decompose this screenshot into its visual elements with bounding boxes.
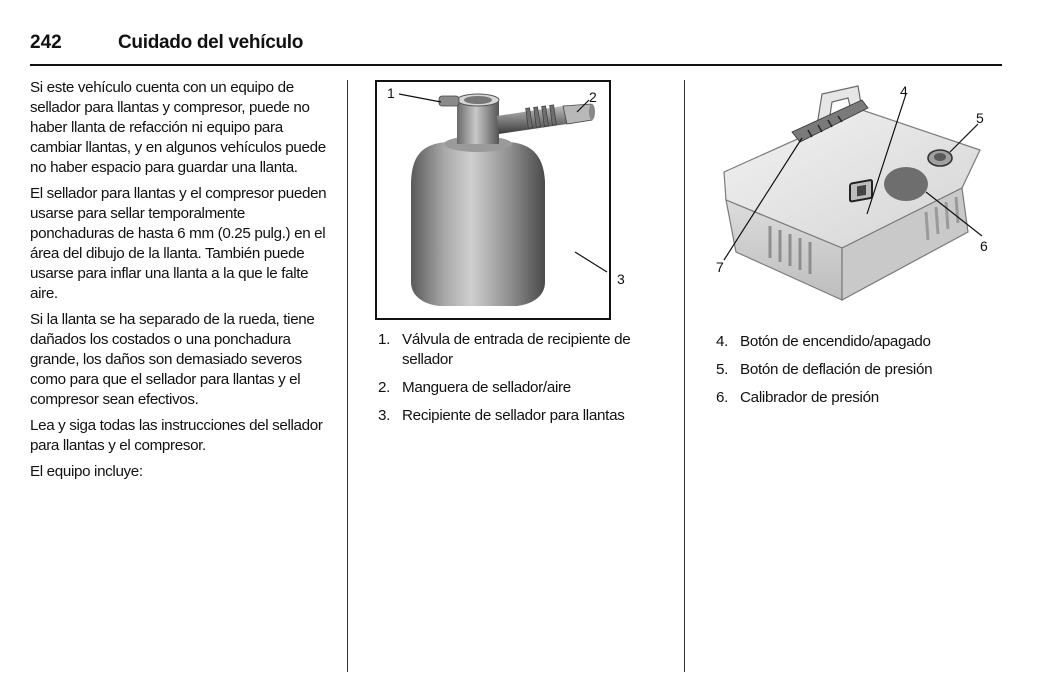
inlet-valve xyxy=(439,96,459,106)
pressure-gauge xyxy=(884,167,928,201)
list-item-text: Recipiente de sellador para llantas xyxy=(402,407,625,424)
list-item-number: 3. xyxy=(378,407,391,424)
sealant-canister-illustration xyxy=(377,82,609,318)
list-item-number: 4. xyxy=(716,333,729,350)
paragraph-instructions: Lea y siga todas las instrucciones del sellador para llantas y el compresor. xyxy=(30,417,323,454)
callout-3: 3 xyxy=(617,271,625,287)
list-item-number: 5. xyxy=(716,361,729,378)
list-item-number: 6. xyxy=(716,389,729,406)
hose-nozzle xyxy=(563,104,592,124)
body-text-column xyxy=(30,78,330,488)
callout-3-wrap xyxy=(607,258,647,298)
list-item xyxy=(716,360,1006,380)
canister-body xyxy=(411,142,545,306)
page-header xyxy=(30,30,1002,66)
canister-parts-list xyxy=(378,330,643,434)
column-divider-1 xyxy=(347,80,348,672)
paragraph-kit-includes: El equipo incluye: xyxy=(30,463,143,480)
callout-4: 4 xyxy=(900,83,908,99)
compressor-parts-list xyxy=(716,332,1006,416)
canister-neck xyxy=(457,100,499,144)
compressor-figure xyxy=(712,80,1012,320)
list-item-text: Manguera de sellador/aire xyxy=(402,379,571,396)
list-item xyxy=(378,330,643,370)
paragraph-intro: Si este vehículo cuenta con un equipo de sellador para llantas y compresor, puede no haber llanta de refacción ni equipo para cambiar llantas, y en algunos vehículos puede no haber espacio para guardar una llanta. xyxy=(30,79,326,176)
list-item xyxy=(716,388,1006,408)
list-item xyxy=(378,406,643,426)
compressor-illustration xyxy=(712,80,1012,320)
callout-6: 6 xyxy=(980,238,988,254)
list-item-text: Válvula de entrada de recipiente de sellador xyxy=(402,331,631,368)
page-number: 242 xyxy=(30,32,62,53)
list-item-text: Calibrador de presión xyxy=(740,389,879,406)
list-item xyxy=(716,332,1006,352)
paragraph-usage: El sellador para llantas y el compresor pueden usarse para sellar temporalmente ponchaduras de hasta 6 mm (0.25 pulg.) en el área del dibujo de la llanta. También puede usarse para inflar una llanta a la que le falte aire. xyxy=(30,185,327,302)
section-title: Cuidado del vehículo xyxy=(118,32,304,53)
column-divider-2 xyxy=(684,80,685,672)
sealant-hose xyxy=(497,106,567,134)
list-item-text: Botón de deflación de presión xyxy=(740,361,933,378)
callout-7: 7 xyxy=(716,259,724,275)
list-item-number: 1. xyxy=(378,331,391,348)
paragraph-limitations: Si la llanta se ha separado de la rueda, tiene dañados los costados o una ponchadura grande, los daños son demasiado severos como para que el sellador para llantas y el compresor sean efectivos. xyxy=(30,311,315,408)
list-item-text: Botón de encendido/apagado xyxy=(740,333,931,350)
list-item xyxy=(378,378,643,398)
list-item-number: 2. xyxy=(378,379,391,396)
callout-2: 2 xyxy=(589,89,597,105)
callout-5: 5 xyxy=(976,110,984,126)
sealant-canister-figure xyxy=(375,80,625,320)
callout-1: 1 xyxy=(387,85,395,101)
